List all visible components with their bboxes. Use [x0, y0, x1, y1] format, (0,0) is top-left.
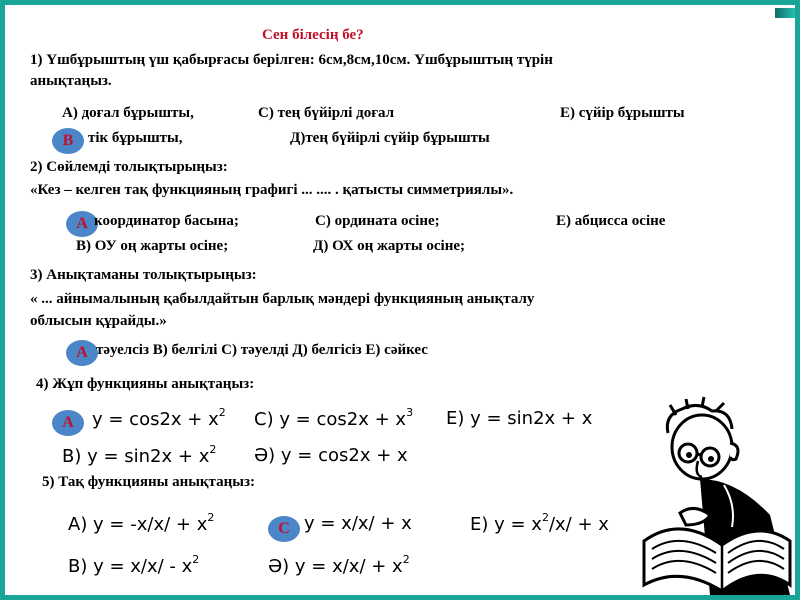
- q4-answer-badge: А: [52, 410, 84, 436]
- border-left: [0, 0, 5, 600]
- q3-options: тәуелсіз В) белгілі С) тәуелді Д) белгісіз Е) сәйкес: [96, 342, 428, 358]
- q4-option-a: $y = \cos 2x + x^2$: [92, 406, 226, 430]
- q5-option-d: Ә) $y = x/x/ + x^2$: [268, 553, 410, 577]
- q2-option-d: Д) ОХ оң жарты осіне;: [313, 238, 466, 254]
- q1-question-line1: 1) Үшбұрыштың үш қабырғасы берілген: 6см,8см,10см. Үшбұрыштың түрін: [30, 52, 553, 68]
- q2-option-e: Е) абцисса осіне: [556, 213, 666, 229]
- corner-decoration: [775, 8, 795, 18]
- border-top: [0, 0, 800, 5]
- q5-option-e: Е) $y = x^2/x/ + x$: [470, 511, 609, 535]
- q2-option-c: С) ордината осіне;: [315, 213, 440, 229]
- slide-title: Сен білесің бе?: [262, 27, 364, 43]
- q3-question-line2: « ... айнымалының қабылдайтын барлық мәндері функцияның анықталу: [30, 291, 535, 307]
- q2-option-b: В) ОУ оң жарты осіне;: [76, 238, 229, 254]
- q1-question-line2: анықтаңыз.: [30, 73, 112, 89]
- q4-option-d: Ә) y = cos2x + x: [254, 445, 408, 466]
- q4-option-b: В) $y = \sin 2x + x^2$: [62, 443, 217, 467]
- q4-question: 4) Жұп функцияны анықтаңыз:: [36, 376, 255, 392]
- q1-option-d: Д)тең бүйірлі сүйір бұрышты: [290, 130, 490, 146]
- q1-option-e: Е) сүйір бұрышты: [560, 105, 685, 121]
- q5-option-b: В) $y = x/x/ - x^2$: [68, 553, 200, 577]
- teacher-reading-book-icon: [640, 395, 800, 600]
- q5-option-c: y = x/x/ + x: [304, 513, 412, 534]
- q2-option-a: координатор басына;: [94, 213, 239, 229]
- q3-question-line3: облысын құрайды.»: [30, 313, 167, 329]
- q5-option-a: А) $y = -x/x/ + x^2$: [68, 511, 215, 535]
- q5-answer-badge: С: [268, 516, 300, 542]
- q4-option-e: Е) y = sin2x + x: [446, 408, 593, 429]
- q4-option-c: С) $y = \cos 2x + x^3$: [254, 406, 414, 430]
- q1-option-c: С) тең бүйірлі доғал: [258, 105, 395, 121]
- q1-answer-badge: В: [52, 128, 84, 154]
- q3-answer-badge: А: [66, 340, 98, 366]
- q1-option-b: тік бұрышты,: [88, 130, 183, 146]
- q2-question-line2: «Кез – келген тақ функцияның графигі ... .... . қатысты симметриялы».: [30, 182, 514, 198]
- q3-question-line1: 3) Анықтаманы толықтырыңыз:: [30, 267, 257, 283]
- q1-option-a: А) доғал бұрышты,: [62, 105, 194, 121]
- q5-question: 5) Тақ функцияны анықтаңыз:: [42, 474, 255, 490]
- q2-answer-badge: А: [66, 211, 98, 237]
- q2-question-line1: 2) Сөйлемді толықтырыңыз:: [30, 159, 228, 175]
